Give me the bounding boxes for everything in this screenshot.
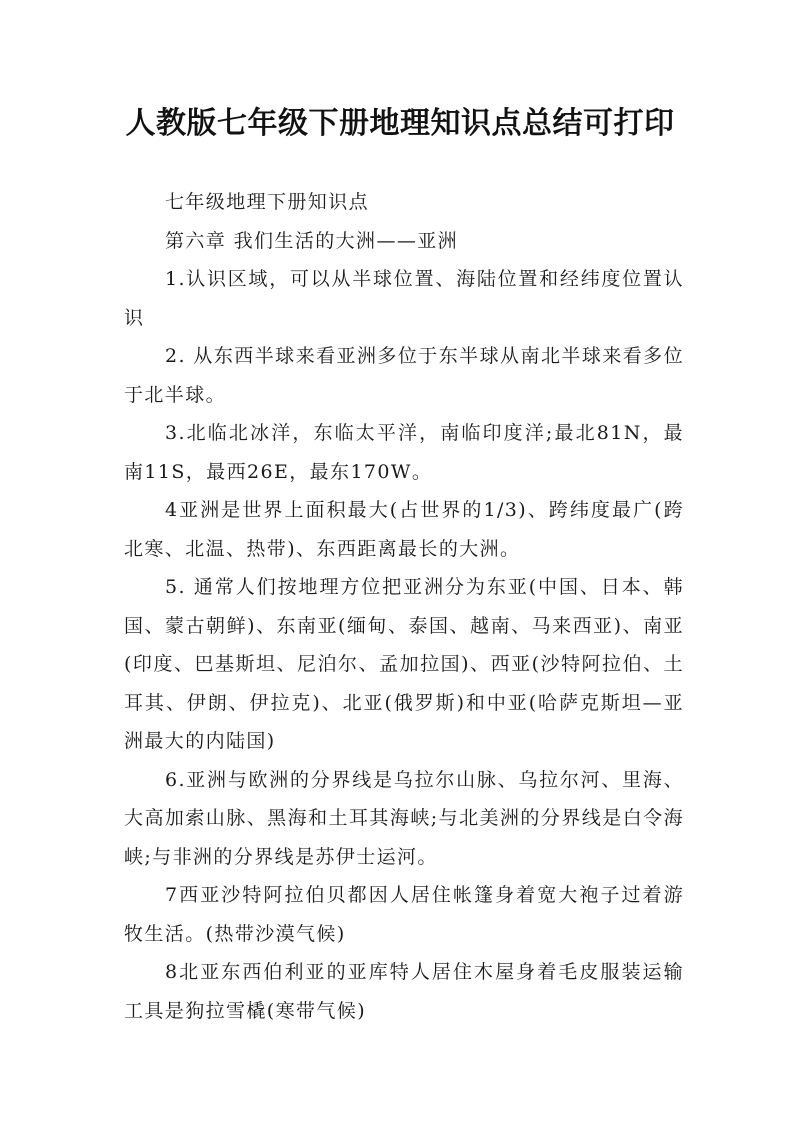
paragraph-point-6: 6.亚洲与欧洲的分界线是乌拉尔山脉、乌拉尔河、里海、大高加索山脉、黑海和土耳其海峡;与北美洲的分界线是白令海峡;与非洲的分界线是苏伊士运河。 [124,768,684,868]
paragraph-point-7: 7西亚沙特阿拉伯贝都因人居住帐篷身着宽大袍子过着游牧生活。(热带沙漠气候) [124,884,684,945]
paragraph-chapter-heading: 第六章 我们生活的大洲——亚洲 [165,229,459,252]
paragraph-point-2: 2. 从东西半球来看亚洲多位于东半球从南北半球来看多位于北半球。 [124,345,684,406]
document-title: 人教版七年级下册地理知识点总结可打印 [125,106,675,141]
paragraph-point-5: 5. 通常人们按地理方位把亚洲分为东亚(中国、日本、韩国、蒙古朝鲜)、东南亚(缅甸、泰国、越南、马来西亚)、南亚(印度、巴基斯坦、尼泊尔、孟加拉国)、西亚(沙特阿拉伯、土耳其、伊朗、伊拉克)、北亚(俄罗斯)和中亚(哈萨克斯坦—亚洲最大的内陆国) [124,576,684,752]
paragraph-point-1: 1.认识区域，可以从半球位置、海陆位置和经纬度位置认识 [124,268,684,329]
paragraph-subtitle: 七年级地理下册知识点 [165,191,370,213]
paragraph-point-3: 3.北临北冰洋，东临太平洋，南临印度洋;最北81N，最南11S，最西26E，最东170W。 [124,422,684,483]
document-body [124,183,684,1030]
paragraph-point-4: 4亚洲是世界上面积最大(占世界的1/3)、跨纬度最广(跨北寒、北温、热带)、东西距离最长的大洲。 [124,499,684,560]
paragraph-point-8: 8北亚东西伯利亚的亚库特人居住木屋身着毛皮服装运输工具是狗拉雪橇(寒带气候) [124,961,684,1022]
